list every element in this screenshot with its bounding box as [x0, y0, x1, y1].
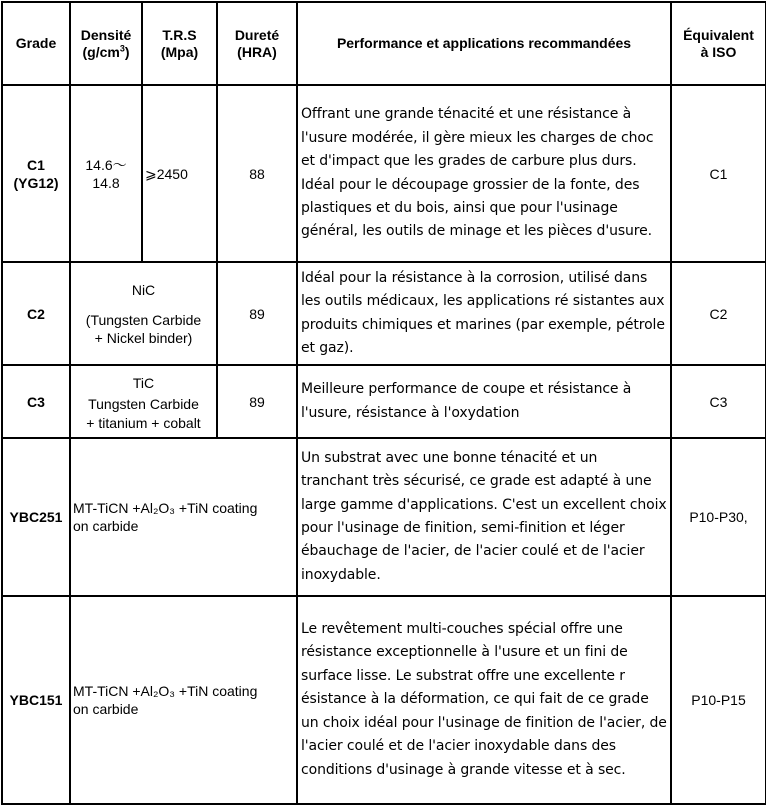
grades-table — [1, 1, 766, 805]
performance-cell: Un substrat avec une bonne ténacité et un tranchant très sécurisé, ce grade est adapté à une large gamme d'applications. C'est un excellent choix pour l'usinage de finition, semi-finition et léger ébauchage de l'acier, de l'acier coulé et de l'acier inoxydable. — [297, 438, 671, 596]
header-durete: Dureté (HRA) — [217, 2, 297, 85]
densite-cell: 14.6～ 14.8 — [70, 85, 142, 262]
durete-cell: 88 — [217, 85, 297, 262]
composition-cell: MT-TiCN +Al₂O₃ +TiN coating on carbide — [70, 438, 297, 596]
table-row — [2, 262, 766, 365]
iso-cell: C1 — [671, 85, 766, 262]
performance-cell: Le revêtement multi-couches spécial offre une résistance exceptionnelle à l'usure et un fini de surface lisse. Le substrat offre une excellente r ésistance à la déformation, ce qui fait de ce grade un choix idéal pour l'usinage de finition de l'acier, de l'acier coulé et de l'acier inoxydable dans des conditions d'usinage à grande vitesse et à sec. — [297, 596, 671, 804]
durete-cell: 89 — [217, 262, 297, 365]
trs-cell: ⩾2450 — [142, 85, 217, 262]
table-row — [2, 85, 766, 262]
performance-cell: Offrant une grande ténacité et une résistance à l'usure modérée, il gère mieux les charges de choc et d'impact que les grades de carbure plus durs. Idéal pour le découpage grossier de la fonte, des plastiques et du bois, ainsi que pour l'usinage général, les outils de minage et les pièces d'usure. — [297, 85, 671, 262]
header-densite: Densité $(g/cm^3)$ — [70, 2, 142, 85]
durete-cell: 89 — [217, 365, 297, 438]
header-trs: T.R.S (Mpa) — [142, 2, 217, 85]
header-grade: Grade — [2, 2, 70, 85]
composition-cell: TiC Tungsten Carbide + titanium + cobalt — [70, 365, 217, 438]
iso-cell: C2 — [671, 262, 766, 365]
grade-cell: C2 — [2, 262, 70, 365]
iso-cell: P10-P30, — [671, 438, 766, 596]
grade-cell: YBC251 — [2, 438, 70, 596]
composition-cell: MT-TiCN +Al₂O₃ +TiN coating on carbide — [70, 596, 297, 804]
grade-cell: YBC151 — [2, 596, 70, 804]
header-iso: Équivalent à ISO — [671, 2, 766, 85]
iso-cell: P10-P15 — [671, 596, 766, 804]
grade-cell: C1 (YG12) — [2, 85, 70, 262]
table-row — [2, 438, 766, 596]
performance-cell: Idéal pour la résistance à la corrosion, utilisé dans les outils médicaux, les applications ré sistantes aux produits chimiques et marines (par exemple, pétrole et gaz). — [297, 262, 671, 365]
header-row — [2, 2, 766, 85]
header-performance: Performance et applications recommandées — [297, 2, 671, 85]
table-row — [2, 596, 766, 804]
table-row — [2, 365, 766, 438]
performance-cell: Meilleure performance de coupe et résistance à l'usure, résistance à l'oxydation — [297, 365, 671, 438]
grade-cell: C3 — [2, 365, 70, 438]
composition-cell: NiC (Tungsten Carbide + Nickel binder) — [70, 262, 217, 365]
iso-cell: C3 — [671, 365, 766, 438]
